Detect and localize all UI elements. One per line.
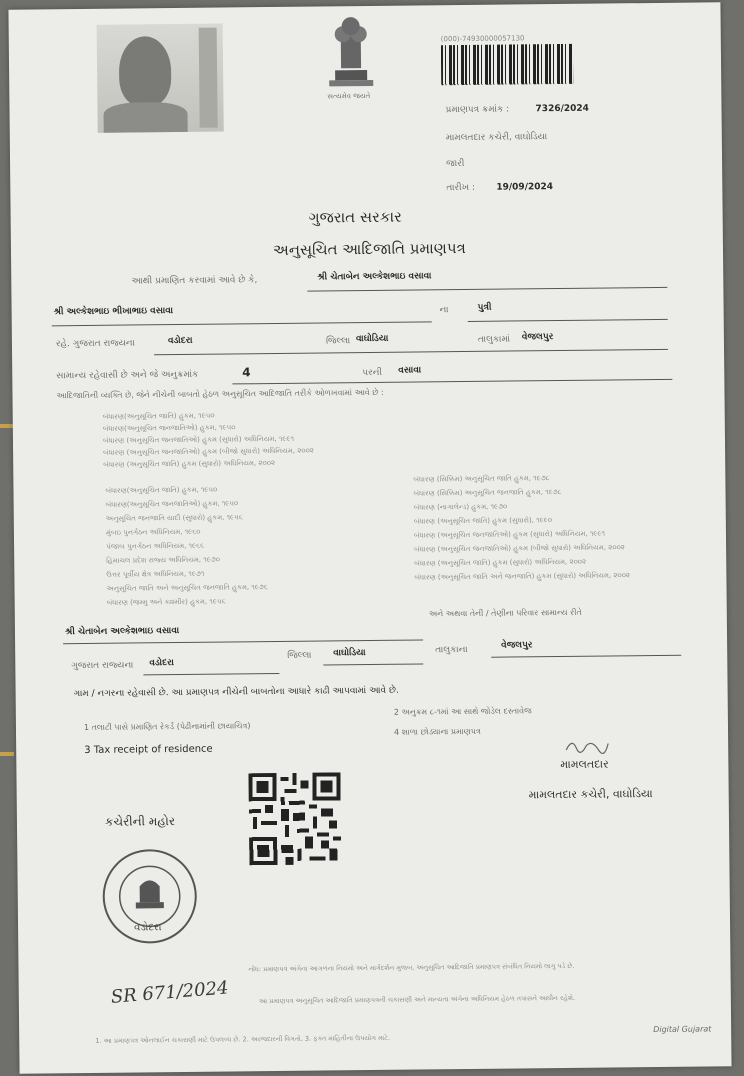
order-left-item: બંધારણ(અનુસૂચિત જનજાતિઓ) હુકમ, ૧૯૫૦: [105, 499, 239, 509]
order-intro-4: બંધારણ (અનુસૂચિત જનજાતિઓ) હુકમ (બીજો સુધારો) અધિનિયમ, ૨૦૦૨: [103, 446, 314, 457]
order-left-item: બંધારણ(અનુસૂચિત જાતિ) હુકમ, ૧૯૫૦: [105, 485, 218, 495]
district-value: વડોદરા: [167, 335, 193, 347]
residence-district: વડોદરા: [149, 658, 175, 669]
signatory-office: મામલતદાર કચેરી, વાઘોડિયા: [528, 787, 653, 802]
footer-note-two: આ પ્રમાણપત્ર અનુસૂચિત આદિજાતિ પ્રમાણપત્રની ચકાસણી અને માન્યતા અંગેના અધિનિયમ હેઠળ તપાસને આધીન રહેશે.: [258, 993, 576, 1006]
certificate-title: અનુસૂચિત આદિજાતિ પ્રમાણપત્ર: [272, 238, 466, 259]
emblem-caption: સત્યમેવ જયતે: [327, 91, 371, 101]
seal-label: કચેરીની મહોર: [104, 814, 176, 829]
residence-holder-name: શ્રી ચેતાબેન અલ્કેશભાઇ વસાવા: [64, 626, 180, 638]
certificate-number: 7326/2024: [535, 103, 589, 115]
order-right-item: બંધારણ (નાગાલેન્ડ) હુકમ, ૧૯૭૦: [413, 502, 508, 512]
order-right-item: બંધારણ (અનુસૂચિત જાતિ) હુકમ (સુધારો), ૧૯૯૦: [413, 516, 553, 526]
order-intro-5: બંધારણ (અનુસૂચિત જાતિ) હુકમ (સુધારો) અધિનિયમ, ૨૦૦૨: [103, 458, 276, 469]
footer-note-three: 1. આ પ્રમાણપત્ર ઓનલાઈન ચકાસણી માટે ઉપલબ્ધ છે. 2. અરજદારની વિગતો. 3. ફક્ત માહિતીના ઉપયોગ માટે.: [95, 1033, 391, 1045]
residence-district-label: જિલ્લા: [287, 650, 312, 661]
caste-prefix: પરની: [362, 367, 383, 379]
order-left-item: ઉત્તર પૂર્વીય ક્ષેત્ર અધિનિયમ, ૧૯૭૧: [106, 569, 205, 579]
government-title: ગુજરાત સરકાર: [308, 207, 402, 227]
family-suffix: અને અથવા તેની / તેણીના પરિવાર સામાન્ય રીતે: [428, 607, 582, 619]
applicant-photo: [97, 24, 224, 133]
order-right-item: બંધારણ (અનુસૂચિત જનજાતિઓ) હુકમ (સુધારો) અધિનિયમ, ૧૯૯૧: [413, 529, 606, 540]
order-left-item: અનુસૂચિત જનજાતિ યાદી (સુધારો) હુકમ, ૧૯૫૬: [105, 513, 243, 523]
residence-taluka: વાઘોડિયા: [333, 648, 366, 659]
order-right-item: બંધારણ (અનુસૂચિત જાતિ અને જનજાતિ) હુકમ (સુધારો) અધિનિયમ, ૨૦૦૨: [414, 571, 631, 582]
certificate-number-label: પ્રમાણપત્ર ક્રમાંક :: [445, 104, 510, 116]
basis-statement: ગામ / નગરના રહેવાસી છે. આ પ્રમાણપત્ર નીચેની બાબતોના આધારે કાઢી આપવામાં આવે છે.: [73, 685, 399, 700]
barcode: [441, 44, 573, 85]
order-right-item: બંધારણ (અનુસૂચિત જાતિ) હુકમ (સુધારો) અધિનિયમ, ૨૦૦૨: [414, 557, 587, 568]
relation-prefix: ના: [439, 305, 449, 316]
father-name: શ્રી અલ્કેશભાઇ ભીખાભાઇ વસાવા: [53, 306, 174, 318]
tribe-statement: આદિજાતિની વ્યક્તિ છે, જેને નીચેની બાબતો હેઠળ અનુસૂચિત આદિજાતિ તરીકે ઓળખવામાં આવે છે :: [56, 387, 384, 401]
residence-village: વેજલપુર: [501, 640, 533, 651]
order-left-item: પંજાબ પુનર્ગઠન અધિનિયમ, ૧૯૬૬: [106, 541, 205, 551]
intro-text: આથી પ્રમાણિત કરવામાં આવે છે કે,: [131, 275, 258, 287]
state-prefix: રહે. ગુજરાત રાજ્યના: [55, 338, 135, 350]
order-right-item: બંધારણ (અનુસૂચિત જનજાતિઓ) હુકમ (બીજો સુધારો) અધિનિયમ, ૨૦૦૨: [414, 543, 625, 554]
order-left-item: હિમાચલ પ્રદેશ રાજ્ય અધિનિયમ, ૧૯૭૦: [106, 555, 221, 565]
taluka-value: વાઘોડિયા: [355, 333, 389, 345]
order-intro-2: બંધારણ(અનુસૂચિત જનજાતિઓ) હુકમ, ૧૯૫૦: [102, 423, 236, 433]
document-item: 2 અનુક્રમ ૮-૧માં આ સાથે જોડેલ દસ્તાવેજ: [393, 706, 532, 717]
order-intro-3: બંધારણ (અનુસૂચિત જનજાતિઓ) હુકમ (સુધારો) અધિનિયમ, ૧૯૯૧: [102, 434, 295, 445]
relation: પુત્રી: [477, 302, 492, 313]
caste-value: વસાવા: [398, 365, 422, 376]
serial-number: 4: [242, 365, 251, 380]
document-item: 4 શાળા છોડ્યાના પ્રમાણપત્ર: [393, 726, 481, 737]
serial-prefix: સામાન્ય રહેવાસી છે અને જે અનુક્રમાંક: [56, 369, 199, 382]
order-left-item: અનુસૂચિત જાતિ અને અનુસૂચિત જનજાતિ હુકમ, ૧૯૭૬: [106, 583, 268, 593]
residence-taluka-label: તાલુકાના: [435, 644, 468, 656]
date-label: તારીખ :: [446, 182, 476, 194]
barcode-number: (000)-74930000057130: [440, 34, 525, 44]
footer-note-one: નોંધ: પ્રમાણપત્ર અંગેના આગળના નિયમો અને માર્ગદર્શન મુજબ, અનુસૂચિત આદિજાતિ પ્રમાણપત્ર સંબંધિત નિયમો લાગુ પડે છે.: [248, 961, 575, 974]
taluka-label: તાલુકામાં: [477, 334, 511, 345]
order-right-item: બંધારણ (સિક્કિમ) અનુસૂચિત જનજાતિ હુકમ, ૧૯૭૮: [413, 487, 562, 498]
signatory-title: મામલતદાર: [560, 757, 609, 772]
order-left-item: બંધારણ (જમ્મુ અને કાશ્મીર) હુકમ, ૧૯૫૬: [106, 597, 226, 607]
seal-text: વડોદરા: [134, 922, 162, 934]
holder-name: શ્રી ચેતાબેન અલ્કેશભાઇ વસાવા: [317, 271, 432, 283]
order-intro-1: બંધારણ(અનુસૂચિત જાતિ) હુકમ, ૧૯૫૦: [102, 411, 215, 421]
document-item: 3 Tax receipt of residence: [84, 743, 213, 757]
handwritten-reference: SR 671/2024: [110, 977, 230, 1008]
issue-label: જારી: [446, 158, 465, 170]
village-value: વેજલપુર: [521, 332, 554, 343]
residence-state-prefix: ગુજરાત રાજ્યના: [71, 660, 134, 672]
binder-clip-bottom: [0, 752, 14, 756]
signature-scribble: [564, 737, 610, 755]
order-left-item: મુંબઇ પુનર્ગઠન અધિનિયમ, ૧૯૬૦: [105, 527, 201, 537]
qr-code: [248, 772, 341, 865]
issue-date: 19/09/2024: [496, 182, 554, 193]
certificate-page: [8, 2, 731, 1073]
order-right-item: બંધારણ (સિક્કિમ) અનુસૂચિત જાતિ હુકમ, ૧૯૭૮: [413, 474, 550, 484]
issuing-office: મામલતદાર કચેરી, વાઘોડિયા: [445, 132, 548, 144]
district-label: જિલ્લા: [325, 336, 351, 347]
document-item: 1 તલાટી પાસે પ્રમાણિત રેકર્ડ (પેઢીનામાંની છાયાચિત્ર): [83, 721, 251, 733]
digital-gujarat-label: Digital Gujarat: [653, 1024, 712, 1035]
